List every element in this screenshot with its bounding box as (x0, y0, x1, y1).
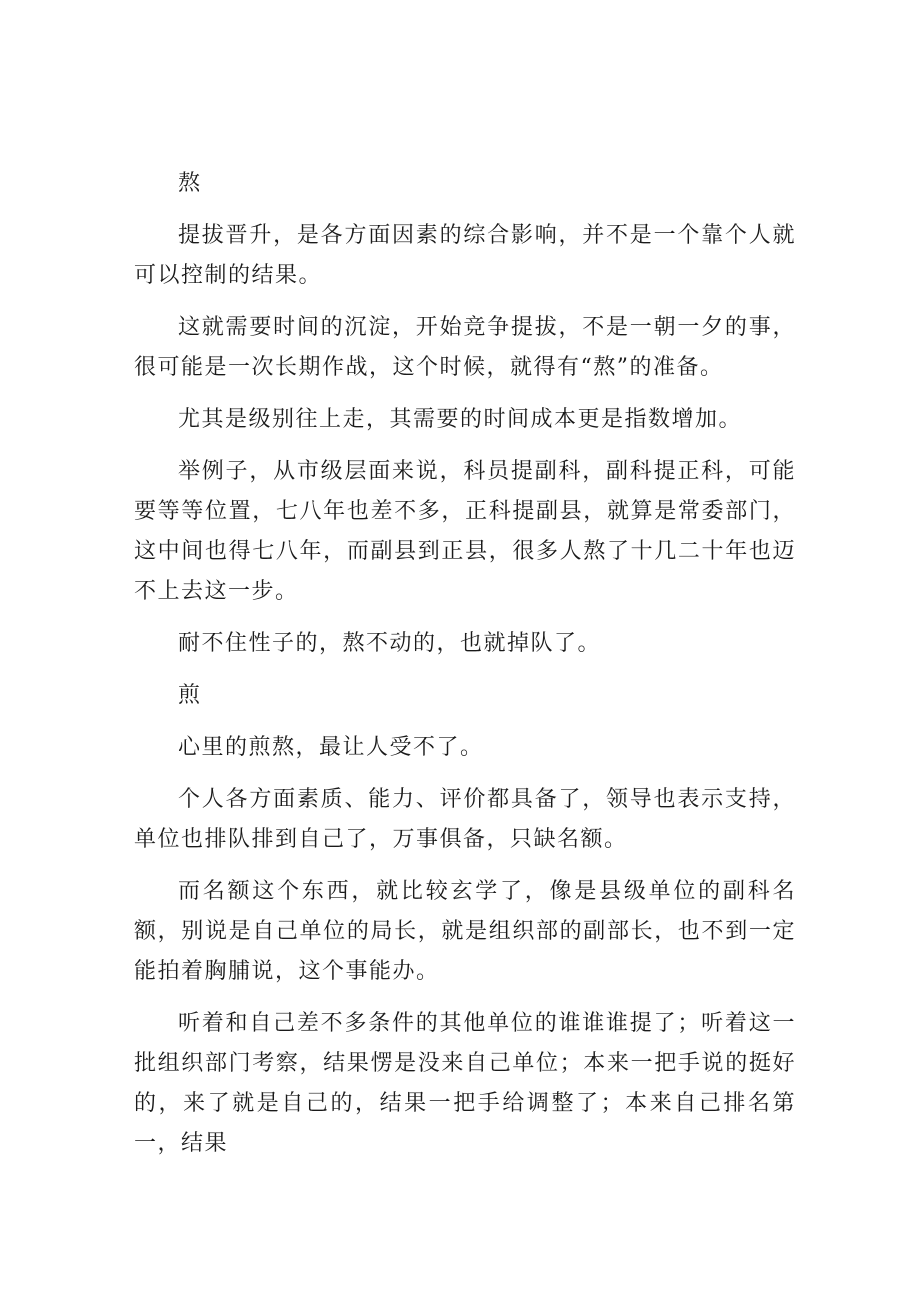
paragraph: 提拔晋升，是各方面因素的综合影响，并不是一个靠个人就可以控制的结果。 (134, 223, 796, 288)
paragraph: 个人各方面素质、能力、评价都具备了，领导也表示支持，单位也排队排到自己了，万事俱备，只缺名额。 (134, 787, 796, 852)
paragraph: 举例子，从市级层面来说，科员提副科，副科提正科，可能要等等位置，七八年也差不多，正科提副县，就算是常委部门，这中间也得七八年，而副县到正县，很多人熬了十几二十年也迈不上去这一步。 (134, 459, 796, 604)
paragraph: 听着和自己差不多条件的其他单位的谁谁谁提了；听着这一批组织部门考察，结果愣是没来自己单位；本来一把手说的挺好的，来了就是自己的，结果一把手给调整了；本来自己排名第一，结果 (134, 1011, 796, 1156)
document-body (134, 164, 796, 1176)
section-heading-ao: 熬 (178, 171, 202, 196)
paragraph: 尤其是级别往上走，其需要的时间成本更是指数增加。 (178, 407, 743, 432)
section-heading-jian: 煎 (178, 683, 202, 708)
paragraph: 耐不住性子的，熬不动的，也就掉队了。 (178, 631, 602, 656)
paragraph: 这就需要时间的沉淀，开始竞争提拔，不是一朝一夕的事，很可能是一次长期作战，这个时候，就得有“熬”的准备。 (134, 315, 796, 380)
paragraph: 心里的煎熬，最让人受不了。 (178, 735, 484, 760)
paragraph: 而名额这个东西，就比较玄学了，像是县级单位的副科名额，别说是自己单位的局长，就是组织部的副部长，也不到一定能拍着胸脯说，这个事能办。 (134, 879, 796, 984)
